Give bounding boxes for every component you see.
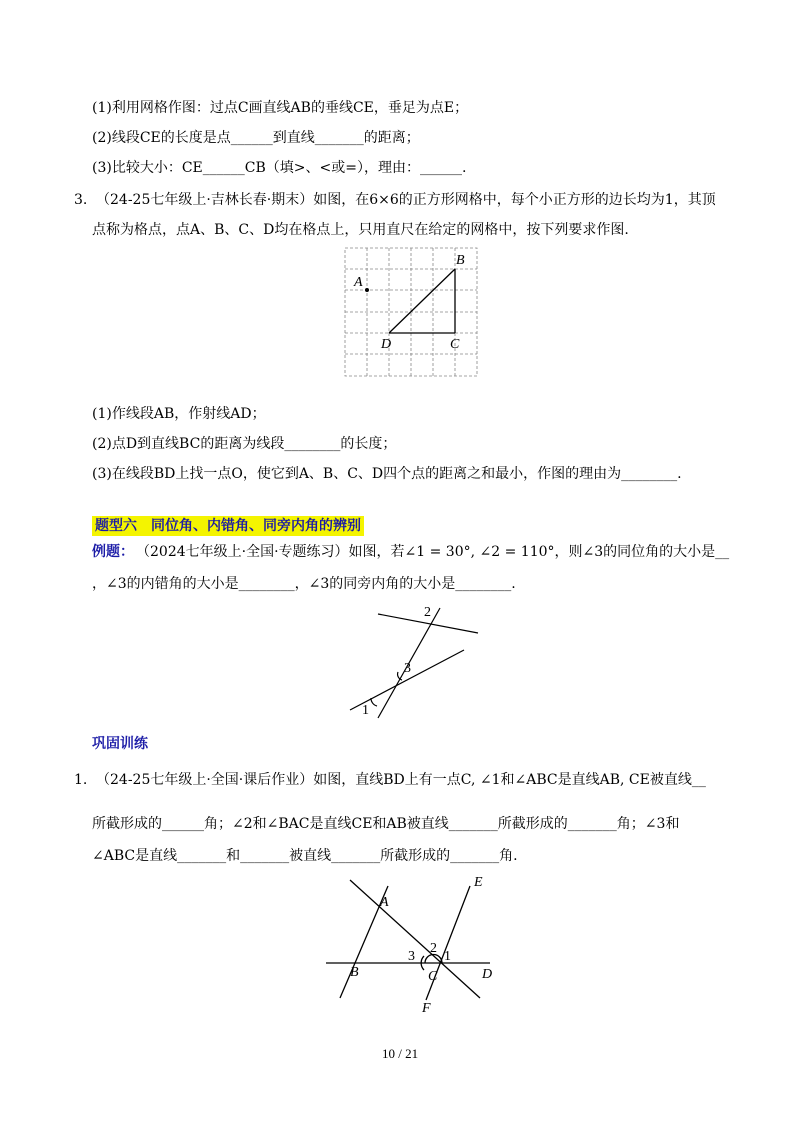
fig3-label-b: B [350, 965, 359, 980]
fig3-label-f: F [422, 1001, 431, 1016]
example-line2: ，∠3的内错角的大小是________，∠3的同旁内角的大小是________. [92, 576, 516, 592]
q3-part3: (3)在线段BD上找一点O，使它到A、B、C、D四个点的距离之和最小，作图的理由为________. [92, 466, 682, 482]
section-title: 题型六 同位角、内错角、同旁内角的辨别 [92, 516, 364, 536]
q3-line1: （24-25七年级上·吉林长春·期末）如图，在6×6的正方形网格中，每个小正方形的边长均为1，其顶 [96, 192, 716, 208]
grid-figure [340, 246, 480, 378]
q2-part3: (3)比较大小：CE______CB（填>、<或=），理由：______. [92, 160, 467, 176]
page-number: 10 [381, 1046, 395, 1061]
q2-part2: (2)线段CE的长度是点______到直线_______的距离； [92, 130, 420, 146]
p1-line3: ∠ABC是直线_______和_______被直线_______所截形成的_______角. [92, 848, 518, 864]
p1-number: 1. [74, 772, 88, 788]
fig3-label-d: D [482, 967, 493, 982]
p1-line2: 所截形成的______角；∠2和∠BAC是直线CE和AB被直线_______所截形成的_______角；∠3和 [92, 816, 680, 832]
q3-number: 3. [74, 192, 88, 208]
q2-part1: (1)利用网格作图：过点C画直线AB的垂线CE，垂足为点E； [92, 100, 469, 116]
angle-2-label: 2 [424, 605, 431, 620]
fig3-angle-1: 1 [444, 949, 451, 964]
q3-line2: 点称为格点，点A、B、C、D均在格点上，只用直尺在给定的网格中，按下列要求作图. [92, 222, 629, 238]
fig3-angle-2: 2 [430, 941, 437, 956]
example-label: 例题： [92, 544, 134, 560]
point-a [365, 288, 369, 292]
fig3-label-a: A [380, 895, 389, 910]
transversal-figure [320, 868, 520, 1016]
fig3-label-c: C [428, 969, 438, 984]
page-footer [0, 1046, 800, 1062]
example-line1: （2024七年级上·全国·专题练习）如图，若∠1 = 30°, ∠2 = 110°，则∠3的同位角的大小是__ [136, 544, 730, 560]
p1-line1: （24-25七年级上·全国·课后作业）如图，直线BD上有一点C, ∠1和∠ABC是直线AB, CE被直线__ [96, 772, 706, 788]
fig3-angle-3: 3 [408, 949, 415, 964]
angle-figure [340, 600, 490, 720]
fig3-label-e: E [474, 875, 483, 890]
page-total: 21 [405, 1046, 419, 1061]
q3-part2: (2)点D到直线BC的距离为线段________的长度； [92, 436, 397, 452]
figure2-lines [350, 608, 478, 718]
figure3-lines [326, 880, 493, 1000]
label-a: A [354, 275, 363, 290]
label-b: B [456, 253, 465, 268]
label-c: C [450, 337, 460, 352]
angle-1-label: 1 [362, 703, 369, 718]
label-d: D [381, 337, 392, 352]
q3-part1: (1)作线段AB，作射线AD； [92, 406, 266, 422]
angle-3-label: 3 [404, 661, 411, 676]
page-separator: / [398, 1046, 402, 1061]
triangle-bcd [389, 269, 455, 333]
practice-title: 巩固训练 [92, 736, 148, 752]
